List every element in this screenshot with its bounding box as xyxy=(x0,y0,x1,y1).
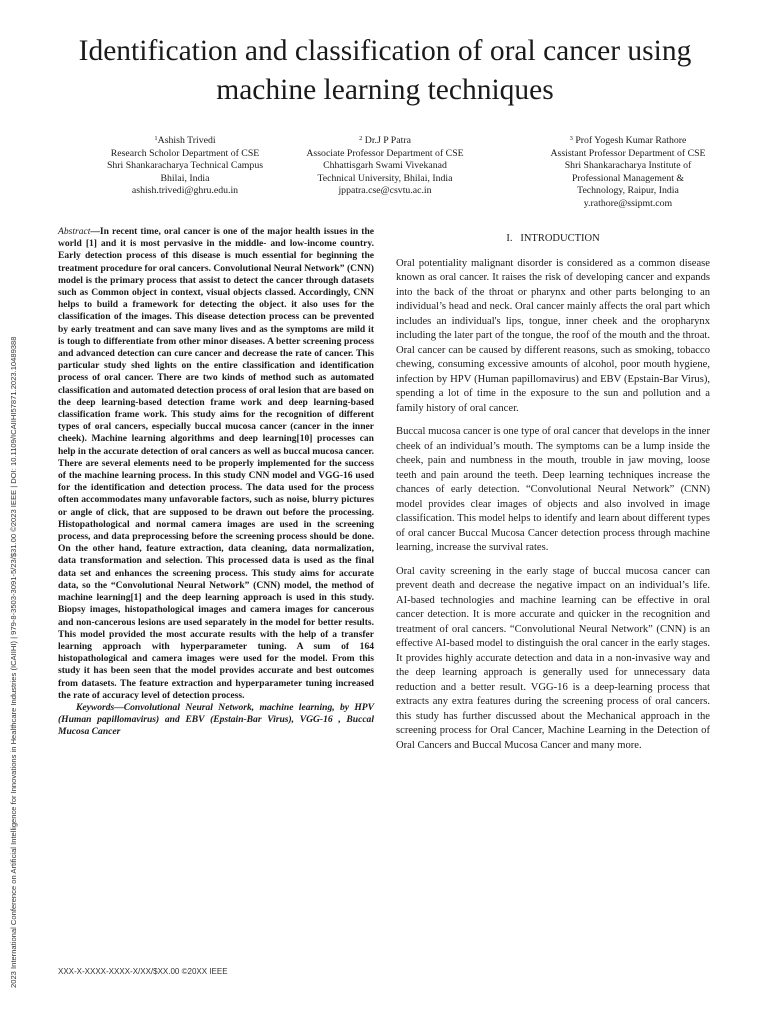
author-name: $^1$Ashish Trivedi xyxy=(154,135,216,146)
author-affiliation: Associate Professor Department of CSE xyxy=(306,147,464,159)
author-affiliation: Chhattisgarh Swami Vivekanad xyxy=(323,160,447,171)
author-email: y.rathore@ssipmt.com xyxy=(583,197,673,209)
abstract-label: Abstract xyxy=(58,226,91,237)
author-affiliation: Technical University, Bhilai, India xyxy=(317,172,453,184)
abstract xyxy=(58,226,374,702)
intro-paragraph: Oral cavity screening in the early stage of buccal mucosa cancer can prevent death and decrease the negative impact on an individual’s life. AI-based technologies and machine learning can be effective in oral cancer detection. It is more accurate and quicker in the recognition and treatment of oral cancers. “Convolutional Neural Network” (CNN) is an effective AI-based model to distinguish the oral cancer in the early stages. It provides highly accurate detection and data in a non-invasive way and the deep learning approach is generally used for unnecessary data reduction and a better result. VGG-16 is a deep-learning process that extracts any extra features during the screening process of oral cancers. this study has further discussed about the Mechanical approach in the screening process for Oral Cancer, Machine Learning in the Detection of Oral Cancers and Buccal Mucosa Cancer and many more. xyxy=(396,565,710,751)
author-affiliation: Research Scholor Department of CSE xyxy=(110,147,260,159)
introduction-column xyxy=(396,226,710,762)
copyright-footer: XXX-X-XXXX-XXXX-X/XX/$XX.00 ©20XX IEEE xyxy=(58,967,228,976)
author-affiliation: Technology, Raipur, India xyxy=(577,185,679,196)
author-email: jppatra.cse@csvtu.ac.in xyxy=(338,185,432,196)
author-affiliation: Bhilai, India xyxy=(160,172,210,184)
author-affiliation: Shri Shankaracharya Technical Campus xyxy=(106,160,264,171)
conference-side-note: 2023 International Conference on Artificial Intelligence for Innovations in Healthcare Industries (ICAIIHI) | 979-8-3503-3091-5/23/$31.00 ©2023 IEEE | DOI: 10.1109/ICAIIHI57871.2023.10489388 xyxy=(9,336,18,988)
author-block-2 xyxy=(280,133,490,198)
author-email: ashish.trivedi@ghru.edu.in xyxy=(131,185,239,196)
keywords-text: —Convolutional Neural Network, machine learning, by HPV (Human papillomavirus) and EBV (Epstain-Bar Virus), VGG-16 , Buccal Mucosa Cancer xyxy=(58,701,374,738)
keywords-label: Keywords xyxy=(76,701,115,713)
intro-paragraph: Buccal mucosa cancer is one type of oral cancer that develops in the inner cheek of an individual’s mouth. The symptoms can be a lump inside the cheek, pain and numbness in the mouth, trouble in jaw moving, loose teeth and pain around the teeth. Deep learning techniques increase the chances of early detection. “Convolutional Neural Network” (CNN) model provides clear images of objects and also involved in image classification. This model helps to identify and learn about different types of oral cancer Buccal Mucosa Cancer detection process through machine learning, increase the survival rates. xyxy=(396,426,710,553)
abstract-text: —In recent time, oral cancer is one of the major health issues in the world [1] and it is most pervasive in the middle- and low-income country. Early detection process of this disease is much essential for beginning the treatment procedure for oral cancers. Convolutional Neural Network” (CNN) model is the primary process that assist to detect the cancer through datasets such as Common object in context, visual objects classed. Accordingly, CNN helps to build a framework for detecting the object. it also uses for the classification of the images. This disease detection process can be prevented by early treatment and can save many lives and as the symptoms are mild it is tough to differentiate from other minor diseases. A better screening process and advanced detection can cure cancer and decrease the rate of cancer. This particular study shed lights on the entire classification and identification process of oral cancer. There are two kinds of method such as automated classification and automated detection process of oral lesion that are based on the deep learning-based detection frame work and deep learning-based classification frame work. This study aims for the recognition of different types of oral cancers, especially buccal mucosa cancer (cancer in the inner cheek). Machine learning algorithms and deep learning[10] processes can help in the accurate detection of oral cancers as well as buccal mucosa cancer. There are several elements need to be properly implemented for the success of the machine learning process. In this study CNN model and VGG-16 used for the identification and detection process. The data used for the process often accommodates many unfavorable factors, such as noise, blurry pictures or angle of click, that are supposed to be drawn out before the processing. Histopathological and normal camera images are used in the screening process, and data preprocessing before the screening process should be done. On the other hand, feature extraction, data cleaning, data normalization, data transformation and selection. This processed data is used as the final data set and enhances the screening process. This study aims for accurate data, so the “Convolutional Neural Network” (CNN) model, the method of machine learning[1] and the deep learning approach is used in this study. Biopsy images, histopathological images and camera images for cancerous and non-cancerous lesions are used separately in the model for better results. This model provided the most accurate results with the help of a transfer learning approach with hyperparameter tuning. A sum of 164 histopathological and camera images were used for the model. From this study it has been seen that the model provides accurate and best outcomes from datasets. The feature extraction and hyperparameter tuning increased the rate of accuracy level of detection process. xyxy=(58,226,374,701)
author-affiliation: Assistant Professor Department of CSE xyxy=(550,147,706,159)
author-name: $^2$ Dr.J P Patra xyxy=(359,135,411,146)
author-block-1 xyxy=(80,133,290,198)
abstract-column xyxy=(58,226,374,739)
author-affiliation: Professional Management & xyxy=(571,172,685,184)
keywords xyxy=(58,702,374,739)
section-number: I. xyxy=(506,233,513,244)
paper-title: Identification and classification of oral cancer using machine learning techniques xyxy=(78,35,692,106)
section-heading: I. INTRODUCTION xyxy=(506,233,600,244)
intro-paragraph: Oral potentiality malignant disorder is considered as a common disease known as oral cancer. It raises the risk of developing cancer and expands into the back of the throat or pharynx and other parts belonging to an individual’s head and neck. Oral cancer mainly affects the oral part which includes an individual's lips, tongue, inner cheek and the oropharynx including the later part of the tongue, the roof of the mouth and the throat. Oral cancer can be caused by different reasons, such as smoking, tobacco chewing, consuming excessive amounts of alcohol, poor mouth hygiene, infection by HPV (Human papillomavirus) and EBV (Epstain-Bar Virus), spending a lot of time in the exposure to the sun and pollution and a family history of oral cancer. xyxy=(396,257,710,414)
section-title: NTRODUCTION xyxy=(523,233,600,244)
author-affiliation: Shri Shankaracharya Institute of xyxy=(564,160,692,171)
author-name: $^3$ Prof Yogesh Kumar Rathore xyxy=(569,135,687,146)
author-block-3 xyxy=(528,133,728,210)
